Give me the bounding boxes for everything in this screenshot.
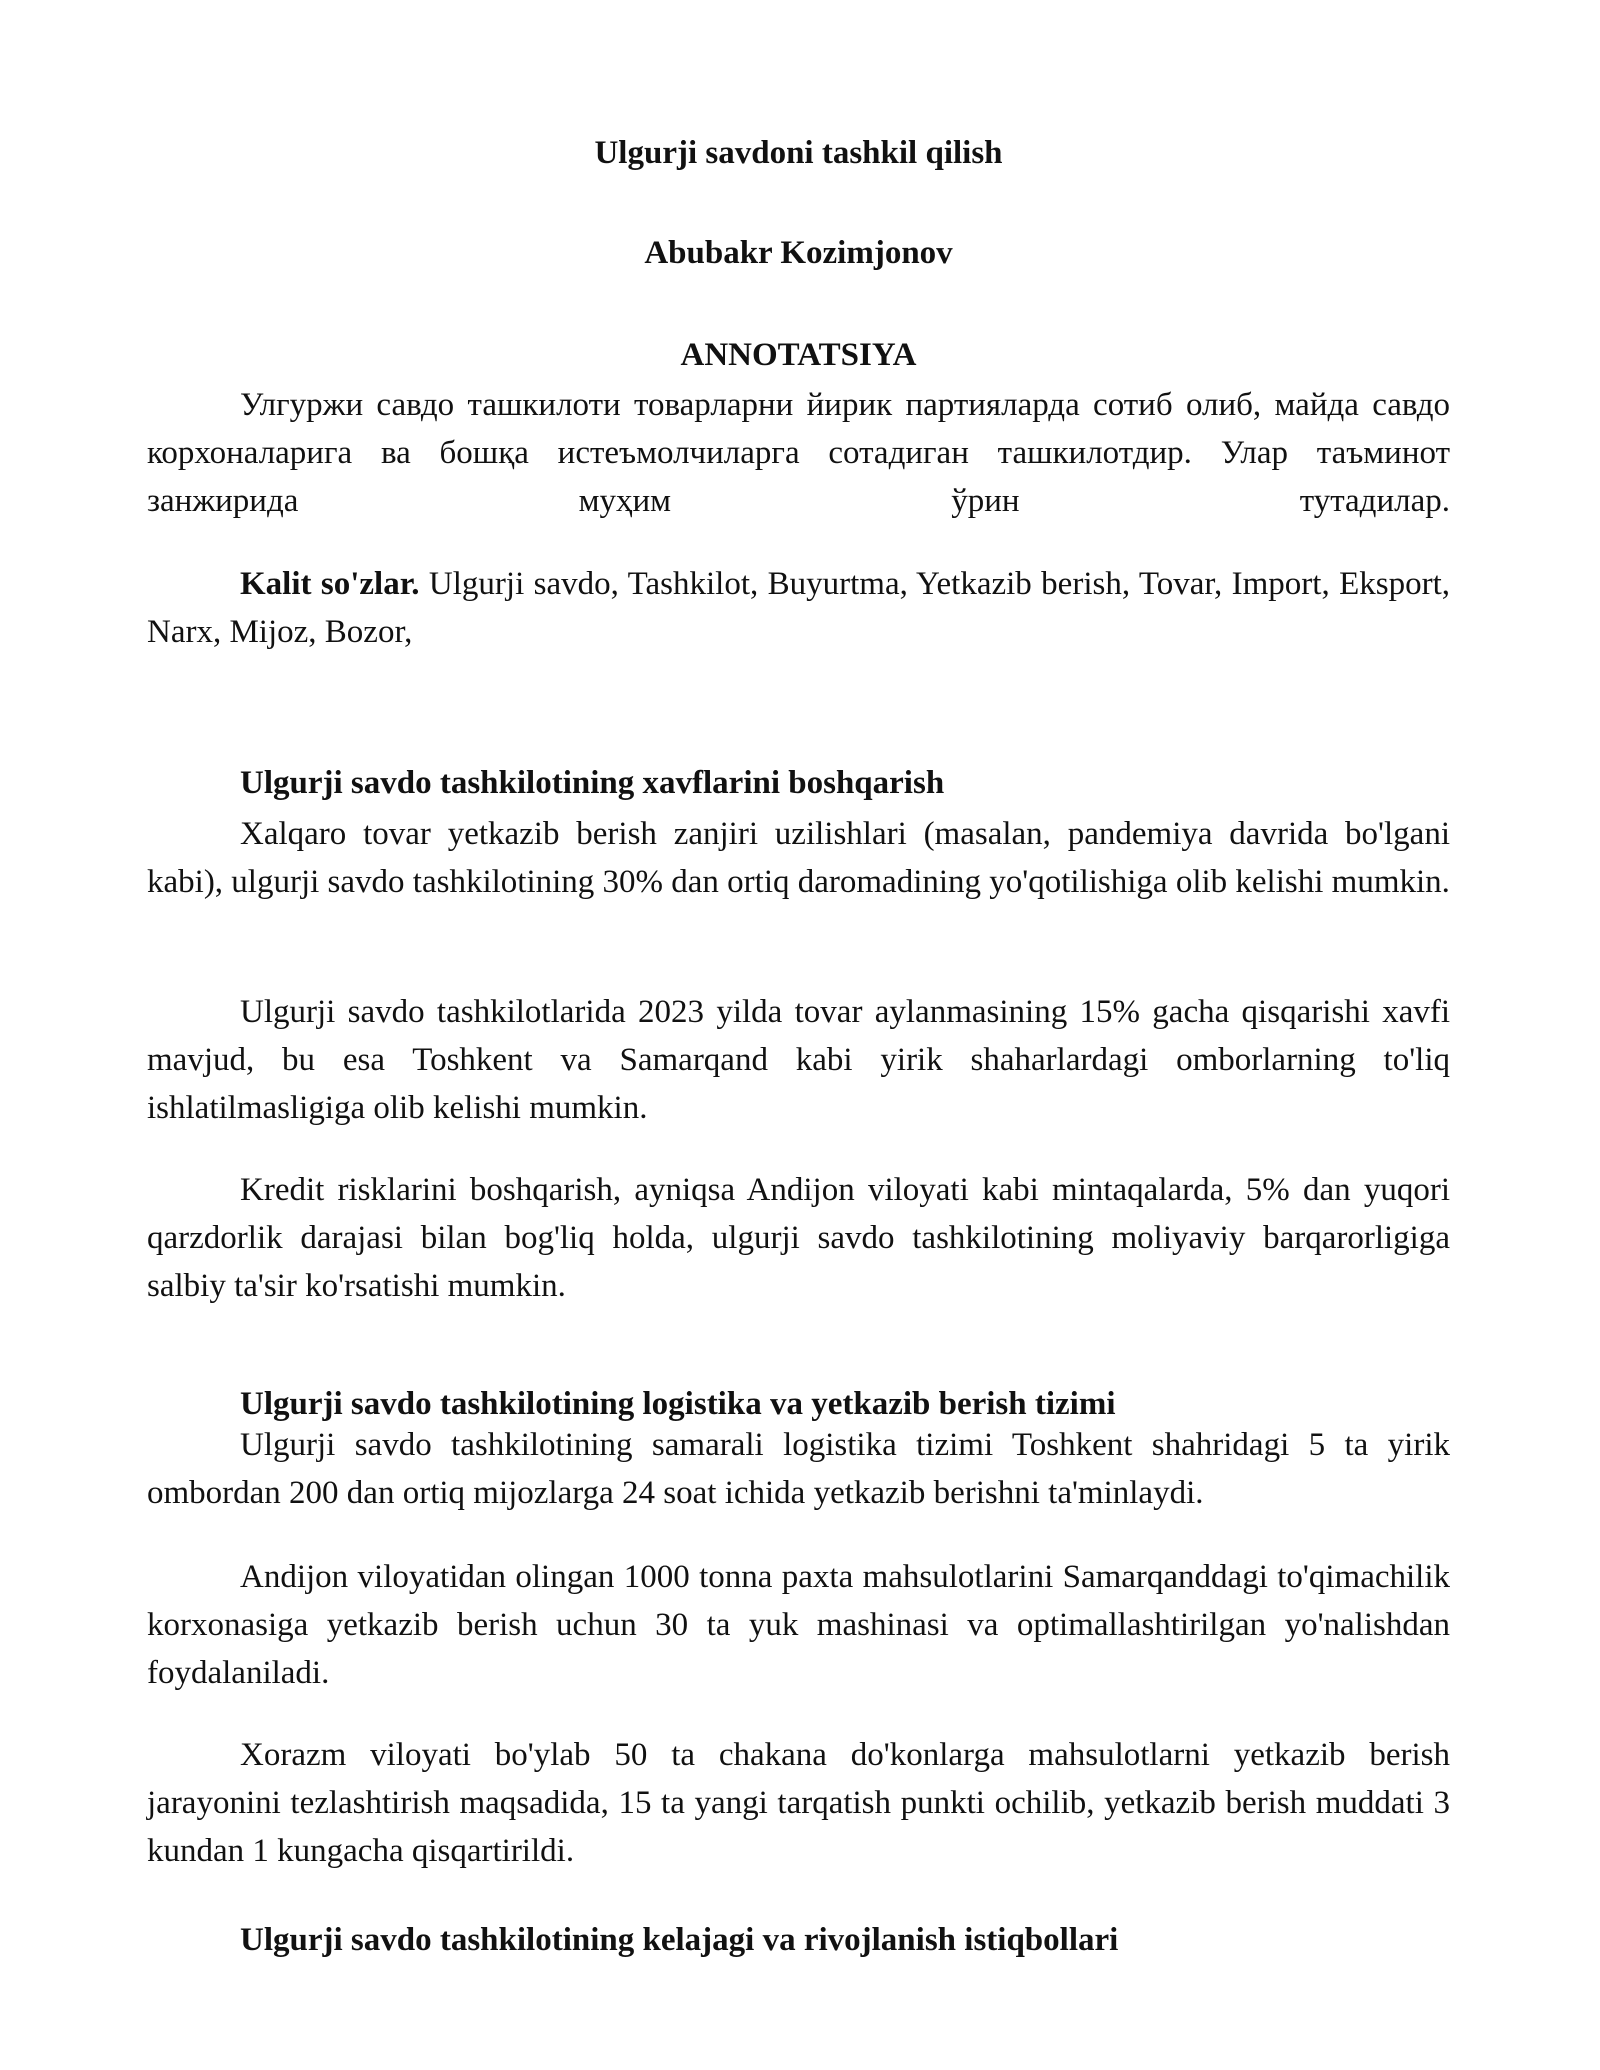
keywords-label: Kalit so'zlar. <box>240 566 420 602</box>
keywords-list: Ulgurji savdo, Tashkilot, Buyurtma, Yetkazib berish, Tovar, Import, Eksport, Narx, Mijoz, Bozor, <box>147 566 1450 650</box>
document-author: Abubakr Kozimjonov <box>644 235 953 271</box>
risk-paragraph-2: Ulgurji savdo tashkilotlarida 2023 yilda tovar aylanmasining 15% gacha qisqarishi xavfi mavjud, bu esa Toshkent va Samarqand kabi yirik shaharlardagi omborlarning to'liq ishlatilmasligiga olib kelishi mumkin. <box>147 994 1450 1126</box>
section-heading-logistics: Ulgurji savdo tashkilotining logistika va yetkazib berish tizimi <box>240 1386 1116 1422</box>
risk-paragraph-1: Xalqaro tovar yetkazib berish zanjiri uzilishlari (masalan, pandemiya davrida bo'lgani kabi), ulgurji savdo tashkilotining 30% dan ortiq daromadining yo'qotilishiga olib kelishi mumkin. <box>147 816 1450 900</box>
logistics-paragraph-1: Ulgurji savdo tashkilotining samarali logistika tizimi Toshkent shahridagi 5 ta yirik ombordan 200 dan ortiq mijozlarga 24 soat ichida yetkazib berishni ta'minlaydi. <box>147 1427 1450 1511</box>
section-heading-future: Ulgurji savdo tashkilotining kelajagi va rivojlanish istiqbollari <box>240 1922 1119 1958</box>
annotation-heading: ANNOTATSIYA <box>680 337 917 373</box>
risk-paragraph-3: Kredit risklarini boshqarish, ayniqsa Andijon viloyati kabi mintaqalarda, 5% dan yuqori qarzdorlik darajasi bilan bog'liq holda, ulgurji savdo tashkilotining moliyaviy barqarorligiga salbiy ta'sir ko'rsatishi mumkin. <box>147 1172 1450 1304</box>
logistics-paragraph-3: Xorazm viloyati bo'ylab 50 ta chakana do'konlarga mahsulotlarni yetkazib berish jarayonini tezlashtirish maqsadida, 15 ta yangi tarqatish punkti ochilib, yetkazib berish muddati 3 kundan 1 kungacha qisqartirildi. <box>147 1737 1450 1869</box>
section-heading-risks: Ulgurji savdo tashkilotining xavflarini boshqarish <box>240 765 945 801</box>
logistics-paragraph-2: Andijon viloyatidan olingan 1000 tonna paxta mahsulotlarini Samarqanddagi to'qimachilik korxonasiga yetkazib berish uchun 30 ta yuk mashinasi va optimallashtirilgan yo'nalishdan foydalaniladi. <box>147 1559 1450 1691</box>
annotation-paragraph: Улгуржи савдо ташкилоти товарларни йирик партияларда сотиб олиб, майда савдо корхоналарига ва бошқа истеъмолчиларга сотадиган ташкилотдир. Улар таъминот занжирида муҳим ўрин тутадилар. <box>147 387 1450 519</box>
document-title: Ulgurji savdoni tashkil qilish <box>594 135 1003 171</box>
keywords-paragraph <box>147 560 1450 656</box>
